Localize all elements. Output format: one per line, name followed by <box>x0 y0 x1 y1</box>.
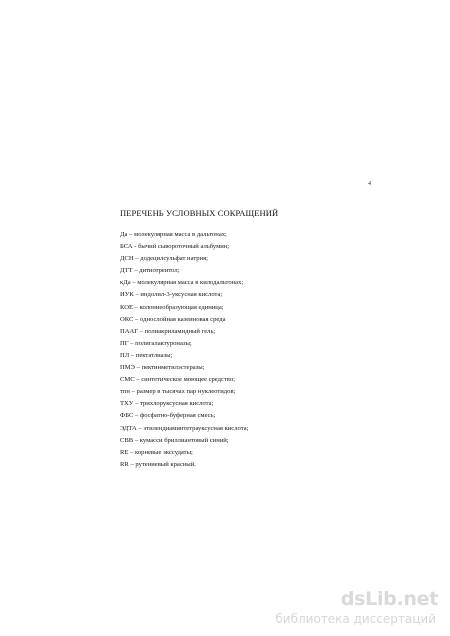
list-item: ФБС – фосфатно-буферная смесь; <box>120 412 216 420</box>
list-item: СВВ – кумасси бриллиантовый синий; <box>120 436 229 444</box>
page-number: 4 <box>368 181 371 187</box>
page-title: ПЕРЕЧЕНЬ УСЛОВНЫХ СОКРАЩЕНИЙ <box>120 208 279 218</box>
list-item: ПЛ – пектатлиазы; <box>120 351 173 359</box>
list-item: кДа – молекулярная масса в килодальтонах; <box>120 279 244 287</box>
list-item: ИУК – индолил-3-уксусная кислота; <box>120 291 223 299</box>
list-item: тпн – размер в тысячах пар нуклеотидов; <box>120 388 236 396</box>
list-item: Да – молекулярная масса в дальтонах; <box>120 231 227 238</box>
list-item: СМС – синтетическое моющее средство; <box>120 376 236 384</box>
list-item: ПГ – полигалактуроназы; <box>120 339 192 347</box>
list-item: КОЕ – колониеобразующая единица; <box>120 303 224 311</box>
abbreviation-list <box>120 229 248 471</box>
list-item: RE – корневые экссудаты; <box>120 448 193 456</box>
watermark-subtitle: библиотека диссертаций <box>275 612 436 626</box>
list-item: ТХУ – трихлоруксусная кислота; <box>120 400 214 408</box>
list-item: ОКС – однослойная казеиновая среда <box>120 315 226 323</box>
list-item: ПМЭ – пектинметилэстеразы; <box>120 364 205 372</box>
list-item: БСА - бычий сывороточный альбумин; <box>120 243 230 251</box>
list-item: RR – рутениевый красный. <box>120 460 196 468</box>
list-item: ЭДТА – этилендиаминтетрауксусная кислота; <box>120 424 249 432</box>
list-item: ДСН – додецилсульфат натрия; <box>120 255 208 263</box>
list-item: ПААГ – полиакриламидный гель; <box>120 327 216 335</box>
watermark-logo: dsLib.net <box>340 588 438 610</box>
list-item: ДТТ – дитиотреитол; <box>120 267 180 275</box>
